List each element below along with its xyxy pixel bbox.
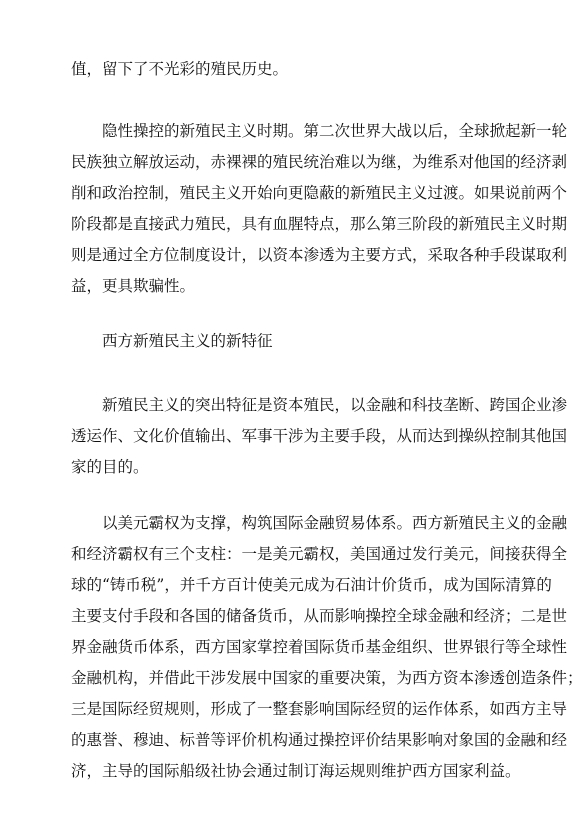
text-line: 家的目的。 [71,458,149,476]
text-line: 值，留下了不光彩的殖民历史。 [71,60,289,78]
text-line: 和经济霸权有三个支柱：一是美元霸权，美国通过发行美元，间接获得全 [71,545,568,563]
text-line: 削和政治控制，殖民主义开始向更隐蔽的新殖民主义过渡。如果说前两个 [71,184,568,202]
paragraph-dollar-hegemony [71,508,583,787]
paragraph-neocolonial-period [71,116,568,302]
text-line: 民族独立解放运动，赤裸裸的殖民统治难以为继，为维系对他国的经济剥 [71,153,568,171]
text-line: 益，更具欺骗性。 [71,277,196,295]
text-line: 以美元霸权为支撑，构筑国际金融贸易体系。西方新殖民主义的金融 [71,514,568,532]
text-line: 金融机构，并借此干涉发展中国家的重要决策，为西方资本渗透创造条件； [71,669,583,687]
text-line: 球的“铸币税”，并千方百计使美元成为石油计价货币，成为国际清算的 [71,576,552,594]
heading-line: 西方新殖民主义的新特征 [71,332,273,350]
text-line: 的惠誉、穆迪、标普等评价机构通过操控评价结果影响对象国的金融和经 [71,731,568,749]
text-line: 三是国际经贸规则，形成了一整套影响国际经贸的运作体系，如西方主导 [71,700,568,718]
paragraph-new-features [71,390,568,483]
text-line: 透运作、文化价值输出、军事干涉为主要手段，从而达到操纵控制其他国 [71,427,568,445]
section-heading [71,326,511,357]
text-line: 阶段都是直接武力殖民，具有血腥特点，那么第三阶段的新殖民主义时期 [71,215,568,233]
text-line: 济，主导的国际船级社协会通过制订海运规则维护西方国家利益。 [71,762,521,780]
text-line: 主要支付手段和各国的储备货币，从而影响操控全球金融和经济；二是世 [71,607,568,625]
text-line: 界金融货币体系，西方国家掌控着国际货币基金组织、世界银行等全球性 [71,638,568,656]
paragraph-continuation [71,54,511,85]
text-line: 新殖民主义的突出特征是资本殖民，以金融和科技垄断、跨国企业渗 [71,396,568,414]
text-line: 隐性操控的新殖民主义时期。第二次世界大战以后，全球掀起新一轮 [71,122,568,140]
text-line: 则是通过全方位制度设计，以资本渗透为主要方式，采取各种手段谋取利 [71,246,568,264]
